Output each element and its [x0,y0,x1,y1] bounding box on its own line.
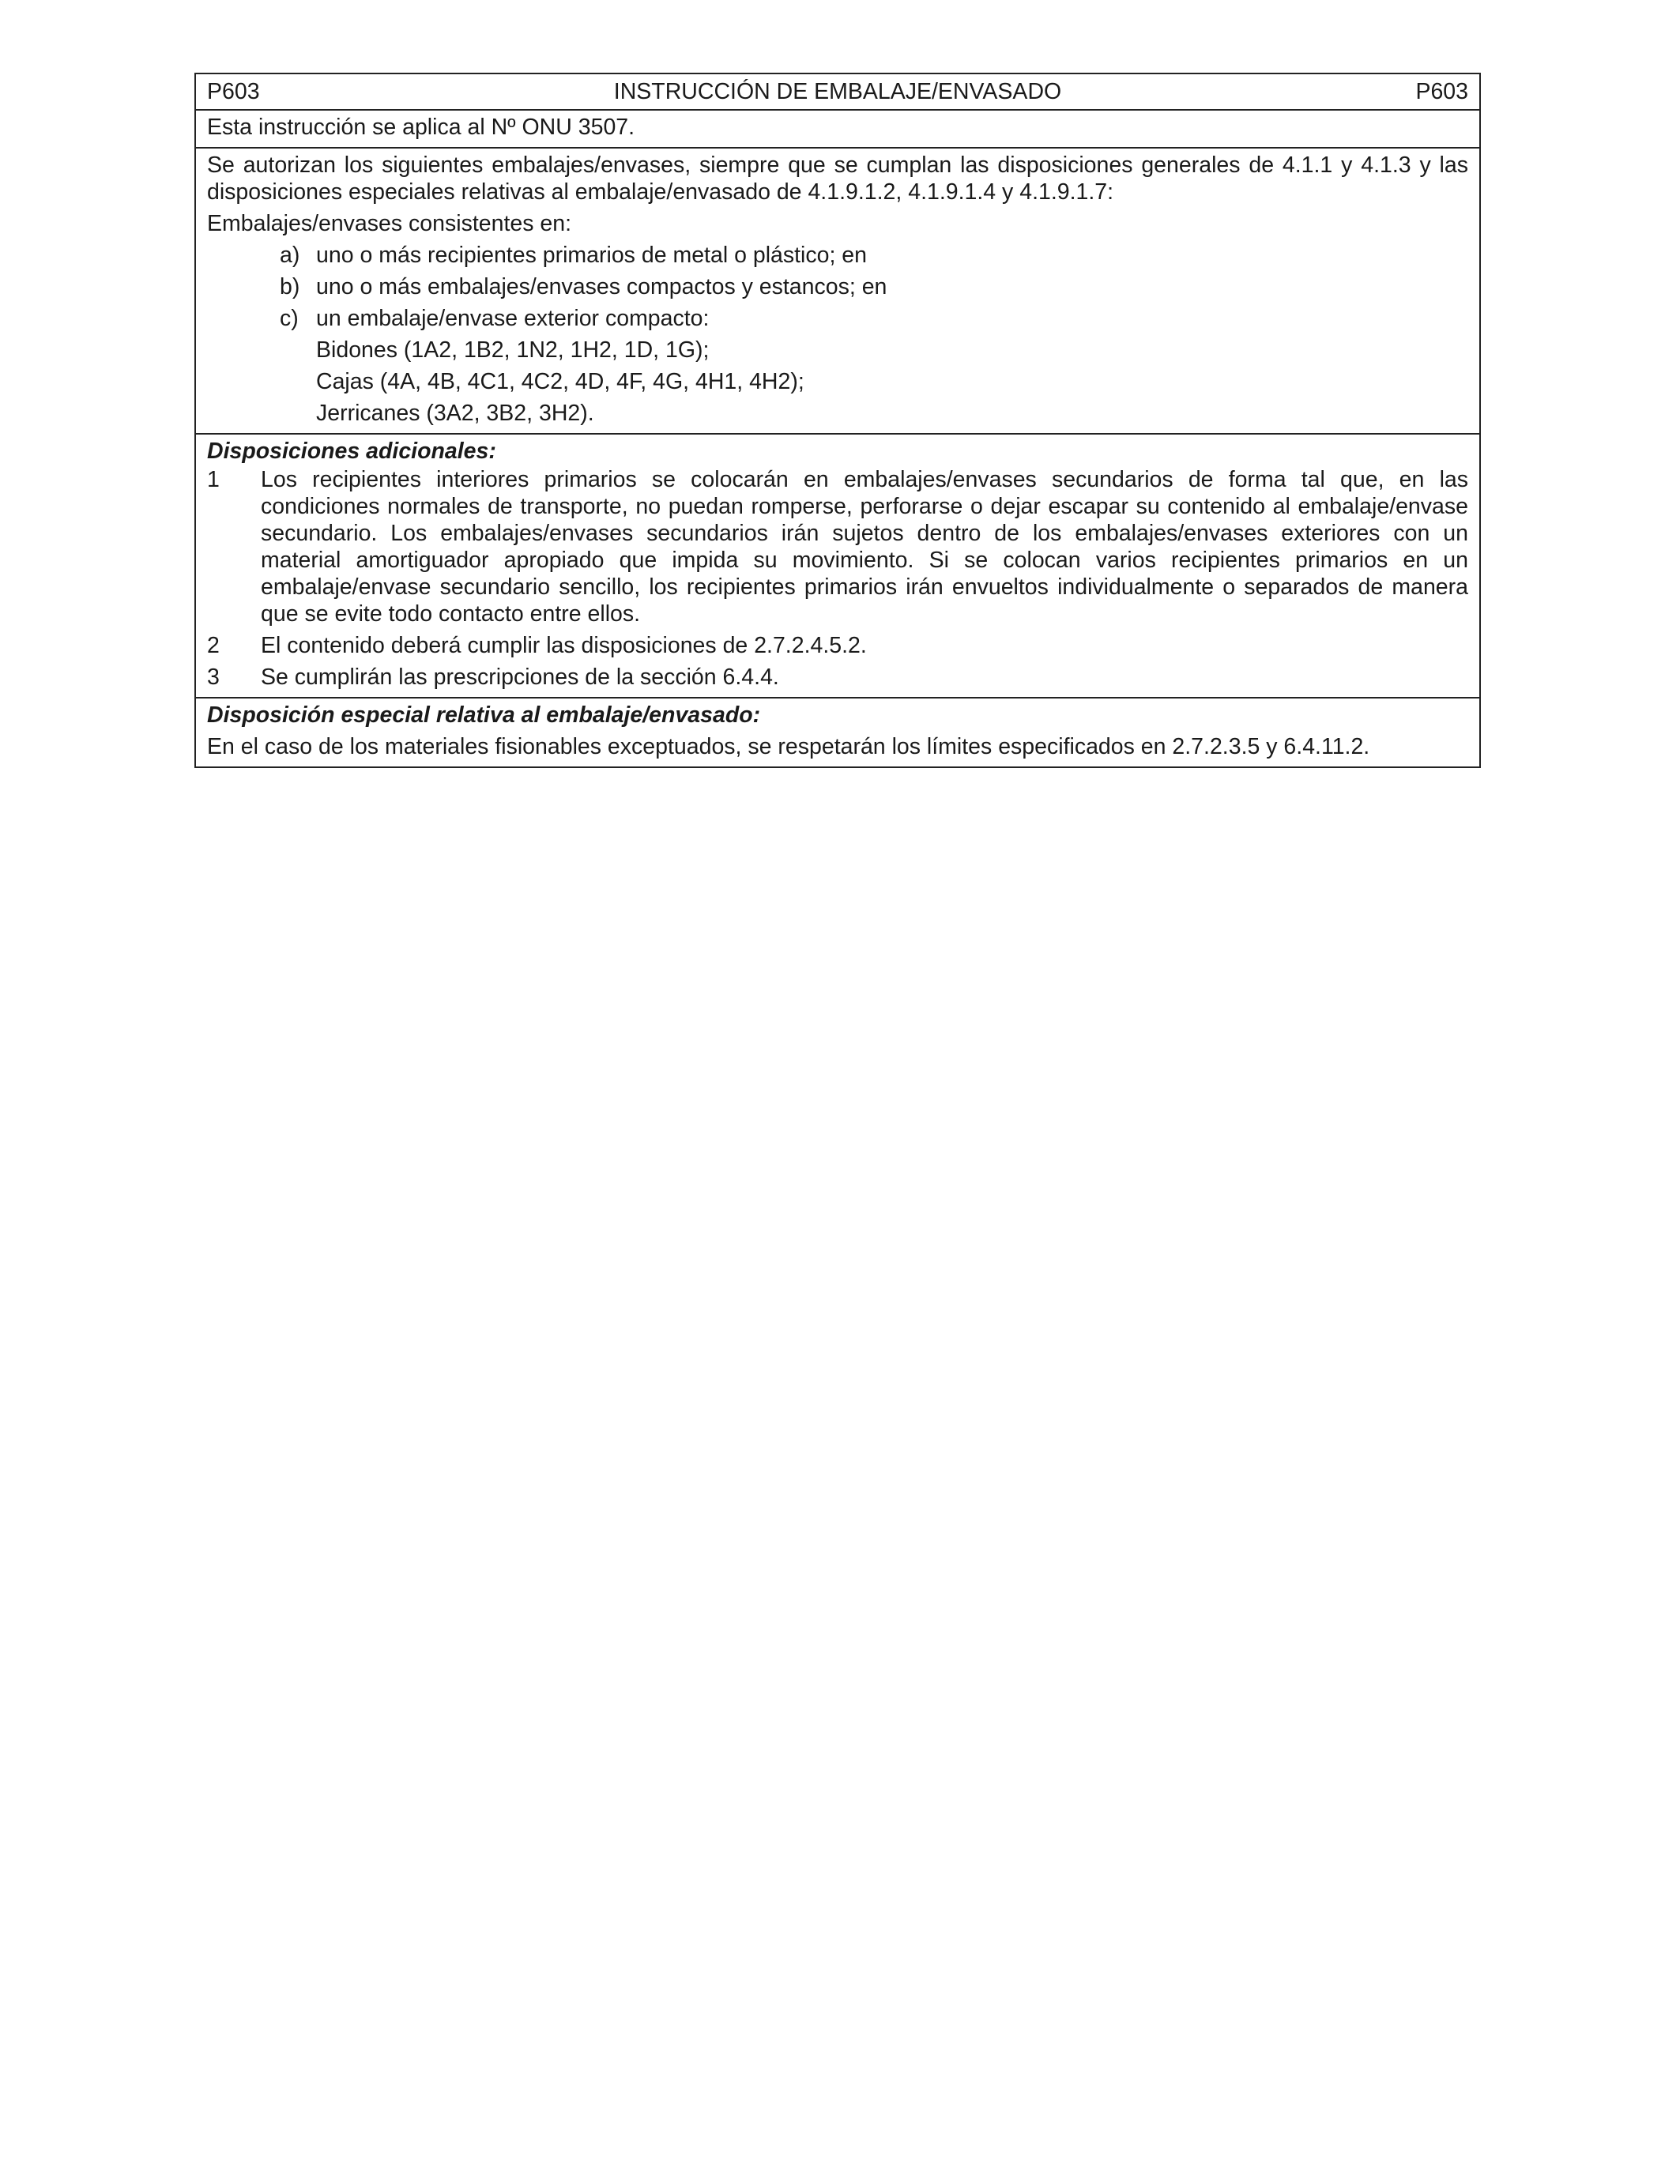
numbered-item-number: 1 [207,467,220,492]
outer-type-drums: Bidones (1A2, 1B2, 1N2, 1H2, 1D, 1G); [316,337,710,363]
numbered-item-number: 2 [207,633,220,658]
numbered-item [207,632,1468,659]
list-item-text: uno o más embalajes/envases compactos y estancos; en [316,274,887,299]
numbered-item [207,466,1468,627]
list-item-text: un embalaje/envase exterior compacto: [316,306,710,331]
list-item-letter: c) [280,306,299,331]
additional-heading: Disposiciones adicionales: [207,439,496,464]
numbered-item-number: 3 [207,665,220,690]
list-item [207,242,1468,269]
special-provision-text: En el caso de los materiales fisionables exceptuados, se respetarán los límites especificados en 2.7.2.3.5 y 6.4.11.2. [207,734,1370,759]
instruction-code-left: P603 [207,79,260,104]
additional-requirements-row [196,433,1479,697]
list-item-text: uno o más recipientes primarios de metal o plástico; en [316,243,868,268]
outer-type-jerricans: Jerricanes (3A2, 3B2, 3H2). [316,401,594,426]
special-provision-row [196,697,1479,766]
numbered-item [207,664,1468,691]
list-item [207,273,1468,300]
numbered-item-text: El contenido deberá cumplir las disposiciones de 2.7.2.4.5.2. [261,633,867,658]
numbered-item-text: Se cumplirán las prescripciones de la sección 6.4.4. [261,665,779,690]
numbered-item-text: Los recipientes interiores primarios se colocarán en embalajes/envases secundarios de forma tal que, en las condiciones normales de transporte, no puedan romperse, perforarse o dejar escapar su contenido al embalaje/envase secundario. Los embalajes/envases secundarios irán sujetos dentro de los embalajes/envases exteriores con un material amortiguador apropiado que impida su movimiento. Si se colocan varios recipientes primarios en un embalaje/envase secundario sencillo, los recipientes primarios irán envueltos individualmente o separados de manera que se evite todo contacto entre ellos. [261,467,1468,627]
list-item [207,305,1468,332]
outer-packaging-types [316,337,1468,427]
authorized-packagings-row [196,147,1479,433]
instruction-code-right: P603 [1415,79,1468,104]
instruction-title: INSTRUCCIÓN DE EMBALAJE/ENVASADO [613,79,1062,104]
outer-type-boxes: Cajas (4A, 4B, 4C1, 4C2, 4D, 4F, 4G, 4H1, 4H2); [316,369,804,394]
table-header-row [196,74,1479,109]
authorization-intro: Se autorizan los siguientes embalajes/envases, siempre que se cumplan las disposiciones generales de 4.1.1 y 4.1.3 y las disposiciones especiales relativas al embalaje/envasado de 4.1.9.1.2, 4.1.9.1.4 y 4.1.9.1.7: [207,153,1468,205]
special-provision-heading: Disposición especial relativa al embalaje/envasado: [207,702,761,728]
applies-to-row [196,109,1479,147]
list-item-letter: b) [280,274,300,299]
packagings-heading: Embalajes/envases consistentes en: [207,211,572,236]
list-item-letter: a) [280,243,300,268]
packing-instruction-table [194,73,1481,768]
applies-to-text: Esta instrucción se aplica al Nº ONU 3507. [207,115,635,140]
